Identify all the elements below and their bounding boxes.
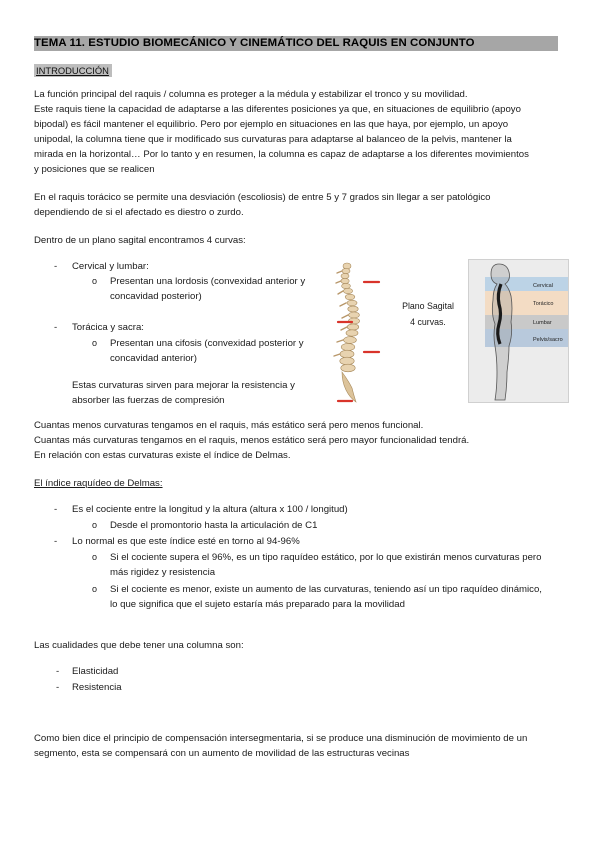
text-line: Este raquis tiene la capacidad de adaptarse a las diferentes posiciones ya que, en situaciones de equilibrio (apoyo	[34, 104, 521, 115]
circle-bullet-icon: o	[92, 338, 98, 348]
text-line: En relación con estas curvaturas existe el índice de Delmas.	[34, 450, 291, 461]
circle-bullet-icon: o	[92, 584, 98, 594]
page-title: TEMA 11. ESTUDIO BIOMECÁNICO Y CINEMÁTICO DEL RAQUIS EN CONJUNTO	[34, 36, 558, 51]
curve-detail: concavidad posterior)	[110, 291, 202, 302]
delmas-list	[0, 502, 600, 632]
quality-item: Resistencia	[72, 682, 122, 693]
region-label-cervical: Cervical	[533, 283, 553, 289]
curvature-paragraph	[34, 418, 564, 463]
text-line: En el raquis torácico se permite una desviación (escoliosis) de entre 5 y 7 grados sin llegar a ser patológico	[34, 192, 491, 203]
body-silhouette	[469, 260, 568, 402]
delmas-definition: Es el cociente entre la longitud y la altura (altura x 100 / longitud)	[72, 504, 348, 515]
curves-list	[0, 259, 330, 409]
region-label-lumbar: Lumbar	[533, 320, 552, 326]
qualities-intro: Las cualidades que debe tener una columna son:	[34, 640, 244, 651]
dash-marker: -	[54, 504, 58, 515]
delmas-definition-detail: Desde el promontorio hasta la articulación de C1	[110, 520, 318, 531]
text-line: unipodal, la columna tiene que ir modificado sus curvaturas para adaptarse al balanceo de la pelvis, mantener la	[34, 134, 512, 145]
curve-label-thoracic-sacral: Torácica y sacra:	[72, 322, 144, 333]
text-line: mirada en la horizontal… Por lo tanto y en resumen, la columna es capaz de adaptarse a los diferentes movimientos	[34, 149, 529, 160]
curves-note: absorber las fuerzas de compresión	[72, 395, 225, 406]
curve-detail: Presentan una cifosis (convexidad posterior y	[110, 338, 304, 349]
caption-line: Plano Sagital	[402, 301, 454, 311]
dash-marker: -	[54, 536, 58, 547]
dash-marker: -	[56, 666, 60, 677]
delmas-heading: El índice raquídeo de Delmas:	[34, 478, 163, 489]
qualities-list	[0, 664, 300, 698]
text-line: Como bien dice el principio de compensación intersegmentaria, si se produce una disminución de movimiento de un	[34, 733, 528, 744]
delmas-normal: Lo normal es que este índice esté en torno al 94-96%	[72, 536, 300, 547]
curve-arrows	[334, 270, 384, 410]
dash-marker: -	[54, 322, 58, 333]
text-line: Cuantas menos curvaturas tengamos en el raquis, más estático será pero menos funcional.	[34, 420, 424, 431]
text-line: dependiendo de si el afectado es diestro o zurdo.	[34, 207, 244, 218]
intro-heading: INTRODUCCIÓN	[34, 64, 112, 77]
circle-bullet-icon: o	[92, 552, 98, 562]
region-label-thoracic: Torácico	[533, 301, 554, 307]
thoracic-paragraph	[34, 190, 564, 220]
delmas-above: Si el cociente supera el 96%, es un tipo raquídeo estático, por lo que existirán menos curvaturas pero	[110, 552, 542, 563]
curves-note: Estas curvaturas sirven para mejorar la resistencia y	[72, 380, 295, 391]
sagittal-intro: Dentro de un plano sagital encontramos 4 curvas:	[34, 235, 246, 246]
dash-marker: -	[56, 682, 60, 693]
delmas-below: lo que significa que el sujeto estaría más preparado para la movilidad	[110, 599, 405, 610]
circle-bullet-icon: o	[92, 520, 98, 530]
caption-line: 4 curvas.	[410, 317, 446, 327]
curve-detail: concavidad anterior)	[110, 353, 197, 364]
text-line: bipodal) es fácil mantener el equilibrio. Pero por ejemplo en situaciones en las que haya, por ejemplo, un apoyo	[34, 119, 509, 130]
dash-marker: -	[54, 261, 58, 272]
sagittal-figure	[468, 259, 569, 403]
quality-item: Elasticidad	[72, 666, 119, 677]
compensation-paragraph	[34, 731, 564, 761]
delmas-above: más rigidez y resistencia	[110, 567, 216, 578]
text-line: segmento, esta se compensará con un aumento de movilidad de las estructuras vecinas	[34, 748, 410, 759]
region-label-pelvic: Pelvis/sacro	[533, 337, 563, 343]
curve-label-cervical-lumbar: Cervical y lumbar:	[72, 261, 149, 272]
circle-bullet-icon: o	[92, 276, 98, 286]
delmas-below: Si el cociente es menor, existe un aumento de las curvaturas, teniendo así un tipo raquídeo dinámico,	[110, 584, 542, 595]
intro-paragraph	[34, 87, 564, 177]
text-line: y posiciones que se realicen	[34, 164, 155, 175]
curve-detail: Presentan una lordosis (convexidad anterior y	[110, 276, 306, 287]
figure-caption	[393, 298, 463, 330]
text-line: Cuantas más curvaturas tengamos en el raquis, menos estático será pero mayor funcionalidad tendrá.	[34, 435, 470, 446]
text-line: La función principal del raquis / columna es proteger a la médula y estabilizar el tronco y su movilidad.	[34, 89, 468, 100]
